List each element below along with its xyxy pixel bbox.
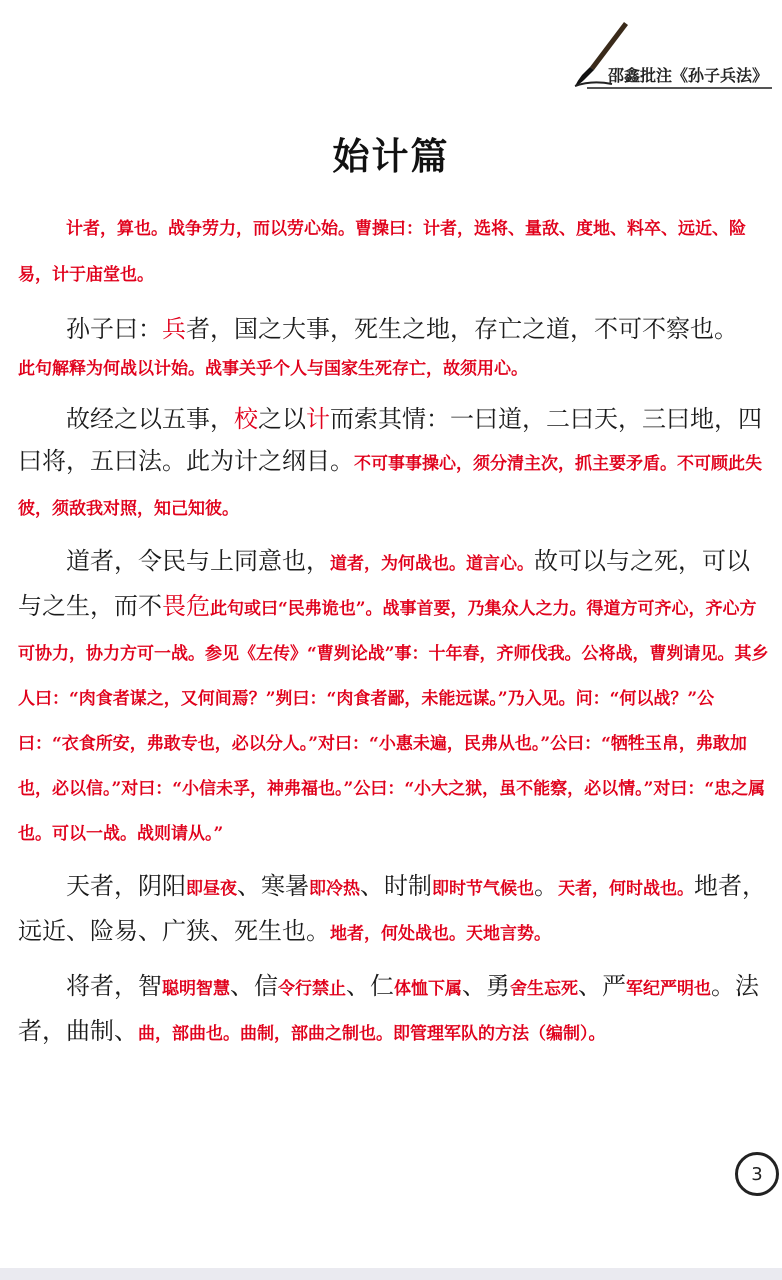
annotation: 计者，算也。战争劳力，而以劳心始。曹操曰：计者，选将、量敌、度地、料卒、远近、险易，计于庙堂也。 xyxy=(18,219,746,285)
highlight-char: 校 xyxy=(234,405,258,433)
text: 故可以与之死，可以与之生，而不 xyxy=(18,547,750,620)
highlight-char: 畏危 xyxy=(162,592,210,620)
highlight-char: 计 xyxy=(306,405,330,433)
text: 天者，阴阳 xyxy=(66,872,186,900)
page-content xyxy=(18,206,772,1055)
annotation: 此句或曰“民弗诡也”。战事首要，乃集众人之力。得道方可齐心，齐心方可协力，协力方可一战。参见《左传》“曹刿论战”事：十年春，齐师伐我。公将战，曹刿请见。其乡人曰：“肉食者谋之，又何间焉？”刿曰：“肉食者鄙，未能远谋。”乃入见。问：“何以战？”公曰：“衣食所安，弗敢专也，必以分人。”对曰：“小惠未遍，民弗从也。”公曰：“牺牲玉帛，弗敢加也，必以信。”对曰：“小信未孚，神弗福也。”公曰：“小大之狱，虽不能察，必以情。”对曰：“忠之属也。可以一战。战则请从。” xyxy=(18,599,769,844)
annotation: 舍生忘死 xyxy=(510,979,578,999)
paragraph-2 xyxy=(18,398,772,530)
text: 之以 xyxy=(258,405,306,433)
highlight-char: 兵 xyxy=(162,315,186,343)
intro-annotation xyxy=(18,206,772,298)
text: 而索其情：一曰道，二曰天，三曰地，四曰将，五曰法。此为计之纲目。 xyxy=(18,405,762,475)
text: 故经之以五事， xyxy=(66,405,234,433)
paragraph-5 xyxy=(18,965,772,1055)
text: 、信 xyxy=(230,972,278,1000)
annotation: 此句解释为何战以计始。战事关乎个人与国家生死存亡，故须用心。 xyxy=(18,359,528,379)
page-header xyxy=(572,20,772,90)
text: 。法者，曲制、 xyxy=(18,972,759,1045)
paragraph-3 xyxy=(18,540,772,855)
text: 。 xyxy=(534,872,558,900)
annotation: 聪明智慧 xyxy=(162,979,230,999)
annotation: 令行禁止 xyxy=(278,979,346,999)
text: 地者，远近、险易、广狭、死生也。 xyxy=(18,872,766,945)
text: 孙子曰： xyxy=(66,315,162,343)
book-title: 邵鑫批注《孙子兵法》 xyxy=(607,66,768,85)
paragraph-4 xyxy=(18,865,772,955)
header-rule xyxy=(587,87,772,89)
paragraph-1 xyxy=(18,308,772,350)
text: 将者，智 xyxy=(66,972,162,1000)
annotation: 军纪严明也 xyxy=(626,979,711,999)
text: 、仁 xyxy=(346,972,394,1000)
text: 、寒暑 xyxy=(237,872,309,900)
text: 道者，令民与上同意也， xyxy=(66,547,330,575)
page-title: 始计篇 xyxy=(332,135,450,178)
annotation: 天者，何时战也。 xyxy=(558,879,694,899)
paragraph-1-annotation xyxy=(18,350,772,388)
text: 、勇 xyxy=(462,972,510,1000)
annotation: 地者，何处战也。天地言势。 xyxy=(330,924,551,944)
page-number: 3 xyxy=(735,1152,779,1196)
annotation: 即昼夜 xyxy=(186,879,237,899)
text: 、严 xyxy=(578,972,626,1000)
bottom-bar xyxy=(0,1268,782,1280)
annotation: 即时节气候也 xyxy=(432,879,534,899)
annotation: 曲，部曲也。曲制，部曲之制也。即管理军队的方法（编制）。 xyxy=(138,1024,606,1044)
annotation: 道者，为何战也。道言心。 xyxy=(330,554,534,574)
text: 、时制 xyxy=(360,872,432,900)
text: 者，国之大事，死生之地，存亡之道，不可不察也。 xyxy=(186,315,738,343)
annotation: 即冷热 xyxy=(309,879,360,899)
annotation: 不可事事操心，须分清主次，抓主要矛盾。不可顾此失彼，须敌我对照，知己知彼。 xyxy=(18,454,762,519)
annotation: 体恤下属 xyxy=(394,979,462,999)
